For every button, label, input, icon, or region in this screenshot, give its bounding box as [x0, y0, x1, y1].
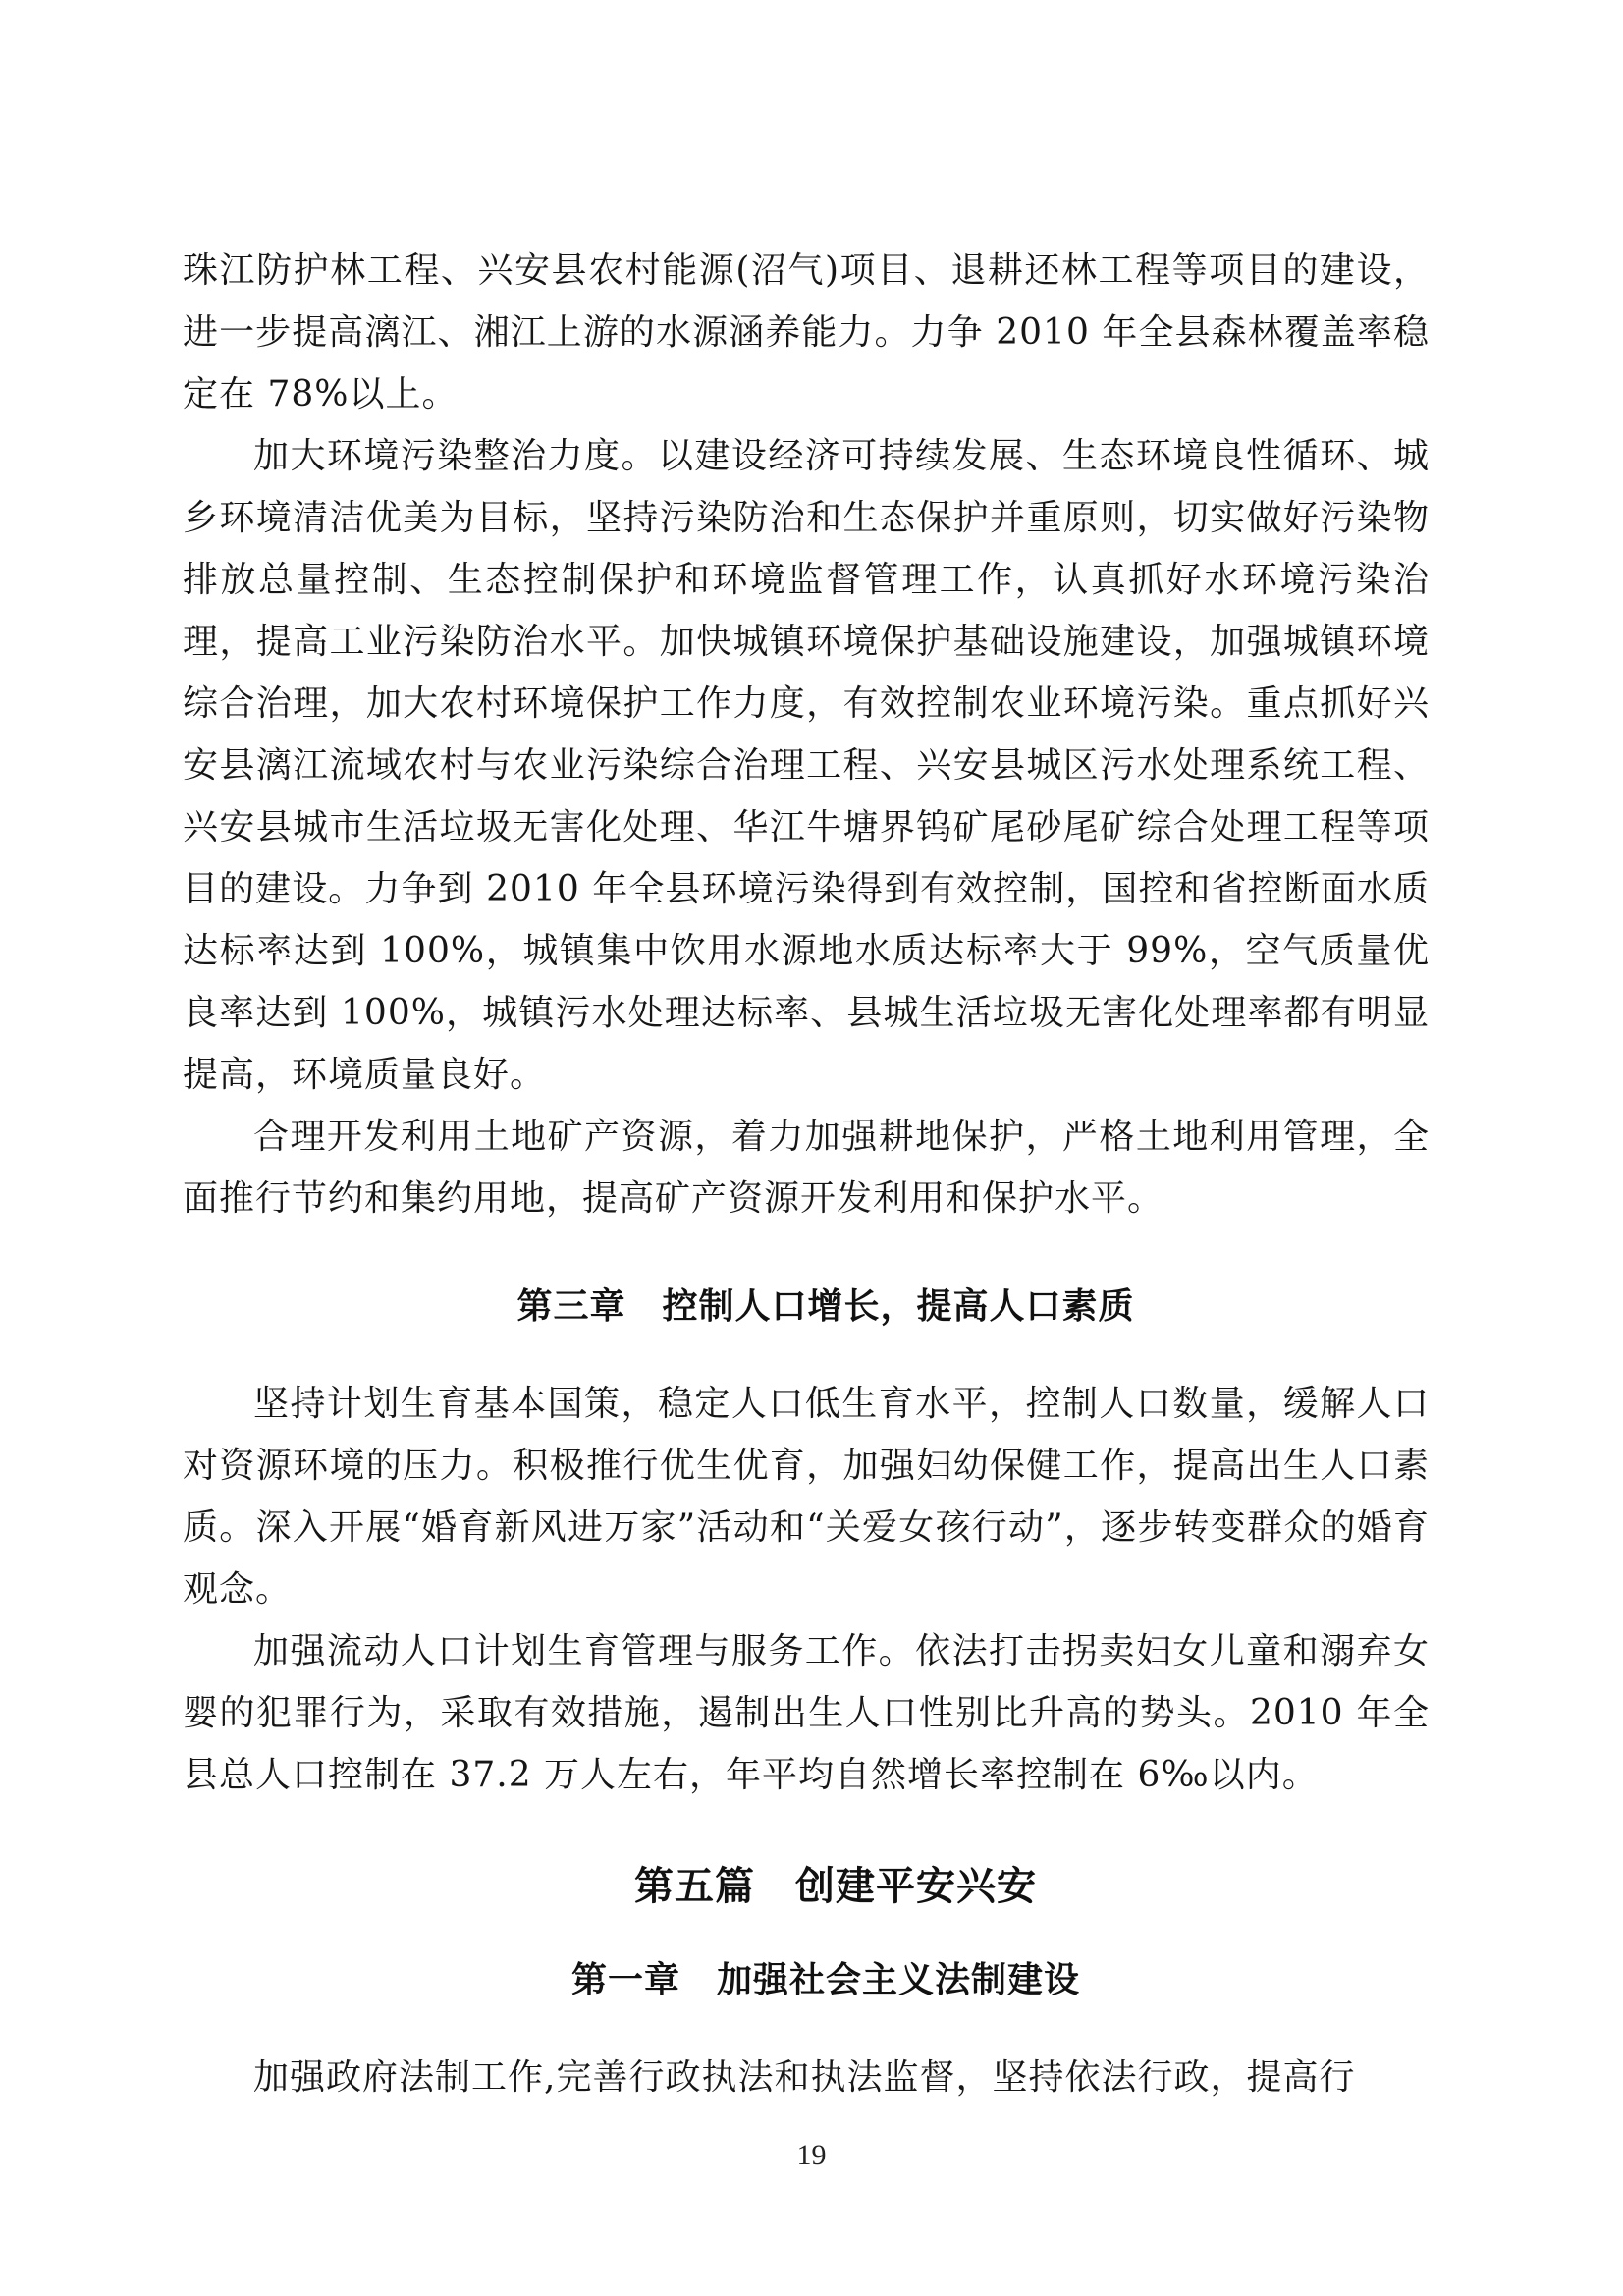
body-paragraph-1: 珠江防护林工程、兴安县农村能源(沼气)项目、退耕还林工程等项目的建设，进一步提高漓江、湘江上游的水源涵养能力。力争 2010 年全县森林覆盖率稳定在 78%以上。	[183, 250, 1430, 414]
page-number: 19	[796, 2139, 827, 2171]
spacer	[183, 1911, 1430, 1952]
spacer	[183, 1806, 1430, 1855]
body-paragraph-3: 合理开发利用土地矿产资源，着力加强耕地保护，严格土地利用管理，全面推行节约和集约用地，提高矿产资源开发利用和保护水平。	[183, 1117, 1430, 1219]
body-paragraph-5: 加强流动人口计划生育管理与服务工作。依法打击拐卖妇女儿童和溺弃女婴的犯罪行为，采取有效措施，遏制出生人口性别比升高的势头。2010 年全县总人口控制在 37.2 万人左右，年平均自然增长率控制在 6‰以内。	[183, 1631, 1430, 1795]
part-five-heading: 第五篇 创建平安兴安	[634, 1864, 1037, 1909]
body-paragraph-4: 坚持计划生育基本国策，稳定人口低生育水平，控制人口数量，缓解人口对资源环境的压力。积极推行优生优育，加强妇幼保健工作，提高出生人口素质。深入开展“婚育新风进万家”活动和“关爱女孩行动”，逐步转变群众的婚育观念。	[183, 1384, 1430, 1610]
spacer	[183, 2002, 1430, 2047]
spacer	[183, 1230, 1430, 1279]
chapter-three-heading: 第三章 控制人口增长，提高人口素质	[516, 1286, 1135, 1327]
chapter-one-heading: 第一章 加强社会主义法制建设	[570, 1960, 1080, 2000]
spacer	[183, 1329, 1430, 1373]
page-content	[183, 240, 1430, 2108]
body-paragraph-6: 加强政府法制工作,完善行政执法和执法监督，坚持依法行政，提高行	[253, 2057, 1356, 2098]
body-paragraph-2: 加大环境污染整治力度。以建设经济可持续发展、生态环境良性循环、城乡环境清洁优美为目标，坚持污染防治和生态保护并重原则，切实做好污染物排放总量控制、生态控制保护和环境监督管理工作，认真抓好水环境污染治理，提高工业污染防治水平。加快城镇环境保护基础设施建设，加强城镇环境综合治理，加大农村环境保护工作力度，有效控制农业环境污染。重点抓好兴安县漓江流域农村与农业污染综合治理工程、兴安县城区污水处理系统工程、兴安县城市生活垃圾无害化处理、华江牛塘界钨矿尾砂尾矿综合处理工程等项目的建设。力争到 2010 年全县环境污染得到有效控制，国控和省控断面水质达标率达到 100%，城镇集中饮用水源地水质达标率大于 99%，空气质量优良率达到 100%，城镇污水处理达标率、县城生活垃圾无害化处理率都有明显提高，环境质量良好。	[183, 436, 1430, 1095]
